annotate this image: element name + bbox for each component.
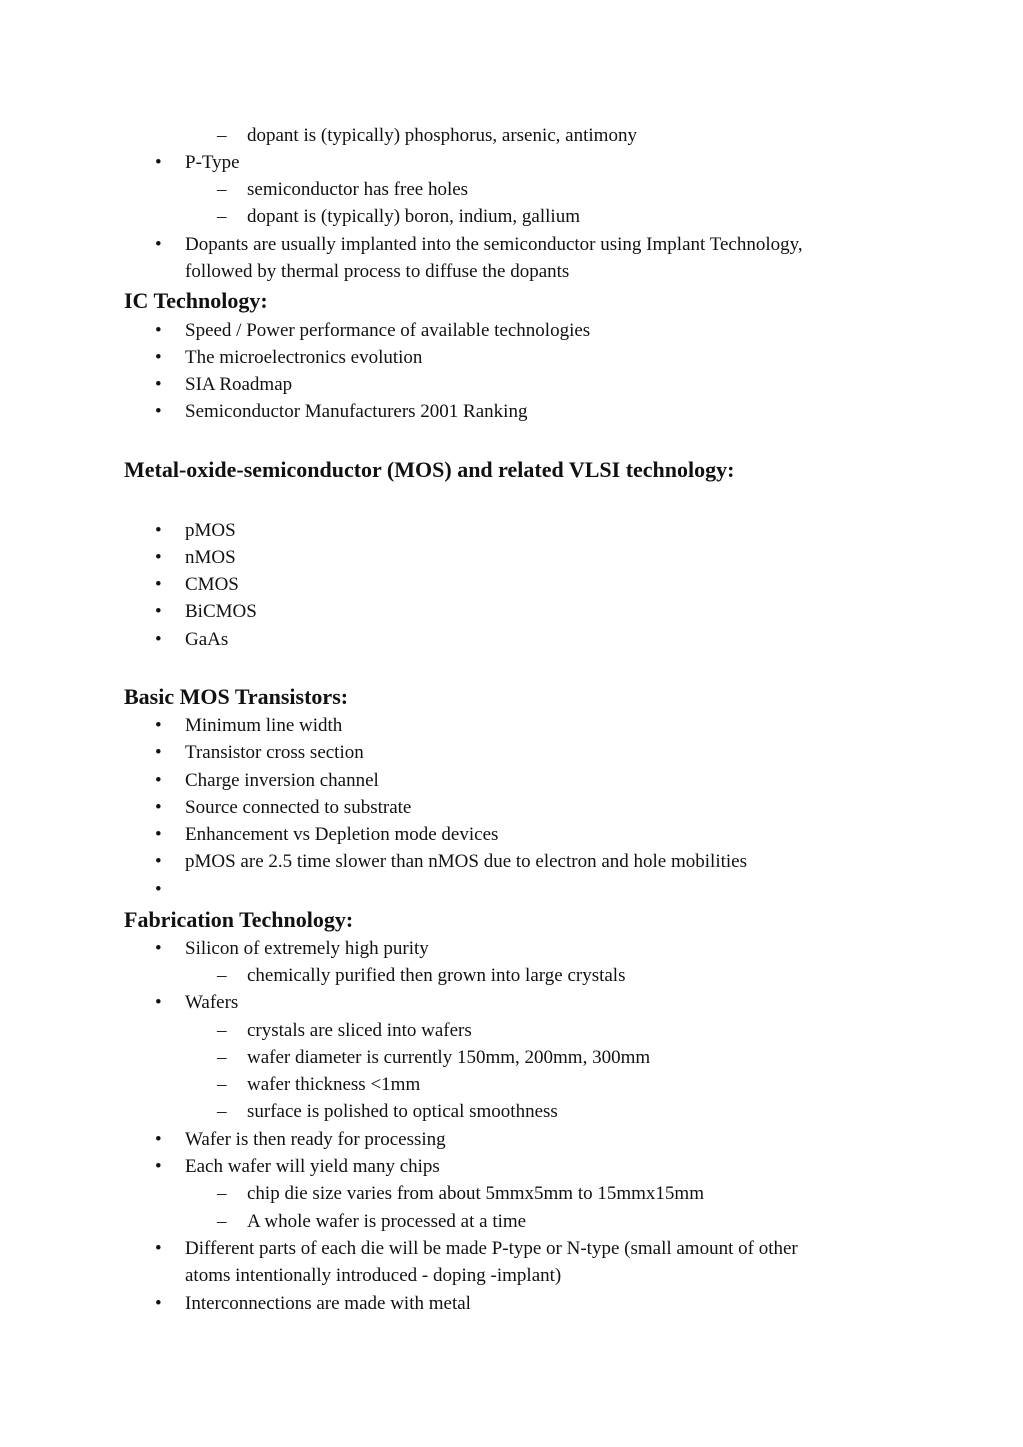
list-sub-item-text: surface is polished to optical smoothness bbox=[247, 1101, 558, 1122]
section-heading-ic-technology: IC Technology: bbox=[124, 288, 268, 313]
list-item-continuation: atoms intentionally introduced - doping -implant) bbox=[185, 1265, 562, 1286]
dash-marker: – bbox=[217, 1101, 227, 1122]
dash-marker: – bbox=[217, 1047, 227, 1068]
list-sub-item-text: wafer thickness <1mm bbox=[247, 1074, 421, 1095]
list-item-text: Different parts of each die will be made P-type or N-type (small amount of other bbox=[185, 1238, 798, 1259]
dash-marker: – bbox=[217, 1020, 227, 1041]
dash-marker: – bbox=[217, 1183, 227, 1204]
bullet-marker: • bbox=[155, 824, 162, 845]
list-item-text: Enhancement vs Depletion mode devices bbox=[185, 824, 499, 845]
list-item-continuation: followed by thermal process to diffuse the dopants bbox=[185, 261, 570, 282]
bullet-marker: • bbox=[155, 1238, 162, 1259]
list-sub-item-text: wafer diameter is currently 150mm, 200mm, 300mm bbox=[247, 1047, 651, 1068]
list-item-text: Transistor cross section bbox=[185, 742, 364, 763]
list-item-text: Wafer is then ready for processing bbox=[185, 1129, 446, 1150]
bullet-marker: • bbox=[155, 1293, 162, 1314]
bullet-marker: • bbox=[155, 715, 162, 736]
dash-marker: – bbox=[217, 1074, 227, 1095]
dash-marker: – bbox=[217, 206, 227, 227]
list-item-text: Each wafer will yield many chips bbox=[185, 1156, 440, 1177]
list-sub-item-text: chemically purified then grown into large crystals bbox=[247, 965, 626, 986]
list-item-text: Silicon of extremely high purity bbox=[185, 938, 429, 959]
bullet-marker: • bbox=[155, 770, 162, 791]
bullet-marker: • bbox=[155, 320, 162, 341]
list-item-text: SIA Roadmap bbox=[185, 374, 293, 395]
list-item-text: Speed / Power performance of available technologies bbox=[185, 320, 591, 341]
list-item-text: Source connected to substrate bbox=[185, 797, 412, 818]
list-sub-item-text: semiconductor has free holes bbox=[247, 179, 469, 200]
list-item-text: GaAs bbox=[185, 629, 229, 650]
list-sub-item-text: chip die size varies from about 5mmx5mm to 15mmx15mm bbox=[247, 1183, 704, 1204]
list-item-text: Wafers bbox=[185, 992, 239, 1013]
bullet-marker: • bbox=[155, 938, 162, 959]
list-sub-item-text: crystals are sliced into wafers bbox=[247, 1020, 472, 1041]
bullet-marker: • bbox=[155, 520, 162, 541]
bullet-marker: • bbox=[155, 347, 162, 368]
list-item-text: Minimum line width bbox=[185, 715, 343, 736]
bullet-marker: • bbox=[155, 992, 162, 1013]
bullet-marker: • bbox=[155, 574, 162, 595]
bullet-marker: • bbox=[155, 601, 162, 622]
bullet-marker: • bbox=[155, 879, 162, 900]
list-sub-item-text: dopant is (typically) phosphorus, arsenic, antimony bbox=[247, 125, 637, 146]
bullet-marker: • bbox=[155, 742, 162, 763]
list-item-text: Semiconductor Manufacturers 2001 Ranking bbox=[185, 401, 528, 422]
list-item-text: The microelectronics evolution bbox=[185, 347, 423, 368]
list-item-text: pMOS are 2.5 time slower than nMOS due to electron and hole mobilities bbox=[185, 851, 747, 872]
bullet-marker: • bbox=[155, 797, 162, 818]
list-item-text: BiCMOS bbox=[185, 601, 257, 622]
list-item-text: pMOS bbox=[185, 520, 236, 541]
bullet-marker: • bbox=[155, 629, 162, 650]
list-sub-item-text: A whole wafer is processed at a time bbox=[247, 1211, 527, 1232]
bullet-marker: • bbox=[155, 851, 162, 872]
dash-marker: – bbox=[217, 125, 227, 146]
list-item-text: CMOS bbox=[185, 574, 239, 595]
section-heading-mos-technology: Metal-oxide-semiconductor (MOS) and related VLSI technology: bbox=[124, 457, 735, 482]
list-item-text: P-Type bbox=[185, 152, 240, 173]
list-item-text: nMOS bbox=[185, 547, 236, 568]
section-heading-basic-mos: Basic MOS Transistors: bbox=[124, 684, 349, 709]
bullet-marker: • bbox=[155, 1156, 162, 1177]
bullet-marker: • bbox=[155, 152, 162, 173]
bullet-marker: • bbox=[155, 547, 162, 568]
list-sub-item-text: dopant is (typically) boron, indium, gallium bbox=[247, 206, 580, 227]
bullet-marker: • bbox=[155, 1129, 162, 1150]
bullet-marker: • bbox=[155, 374, 162, 395]
bullet-marker: • bbox=[155, 401, 162, 422]
list-item-text: Dopants are usually implanted into the semiconductor using Implant Technology, bbox=[185, 234, 803, 255]
list-item-text: Interconnections are made with metal bbox=[185, 1293, 471, 1314]
dash-marker: – bbox=[217, 179, 227, 200]
dash-marker: – bbox=[217, 965, 227, 986]
list-item-text: Charge inversion channel bbox=[185, 770, 379, 791]
bullet-marker: • bbox=[155, 234, 162, 255]
section-heading-fabrication: Fabrication Technology: bbox=[124, 907, 354, 932]
dash-marker: – bbox=[217, 1211, 227, 1232]
